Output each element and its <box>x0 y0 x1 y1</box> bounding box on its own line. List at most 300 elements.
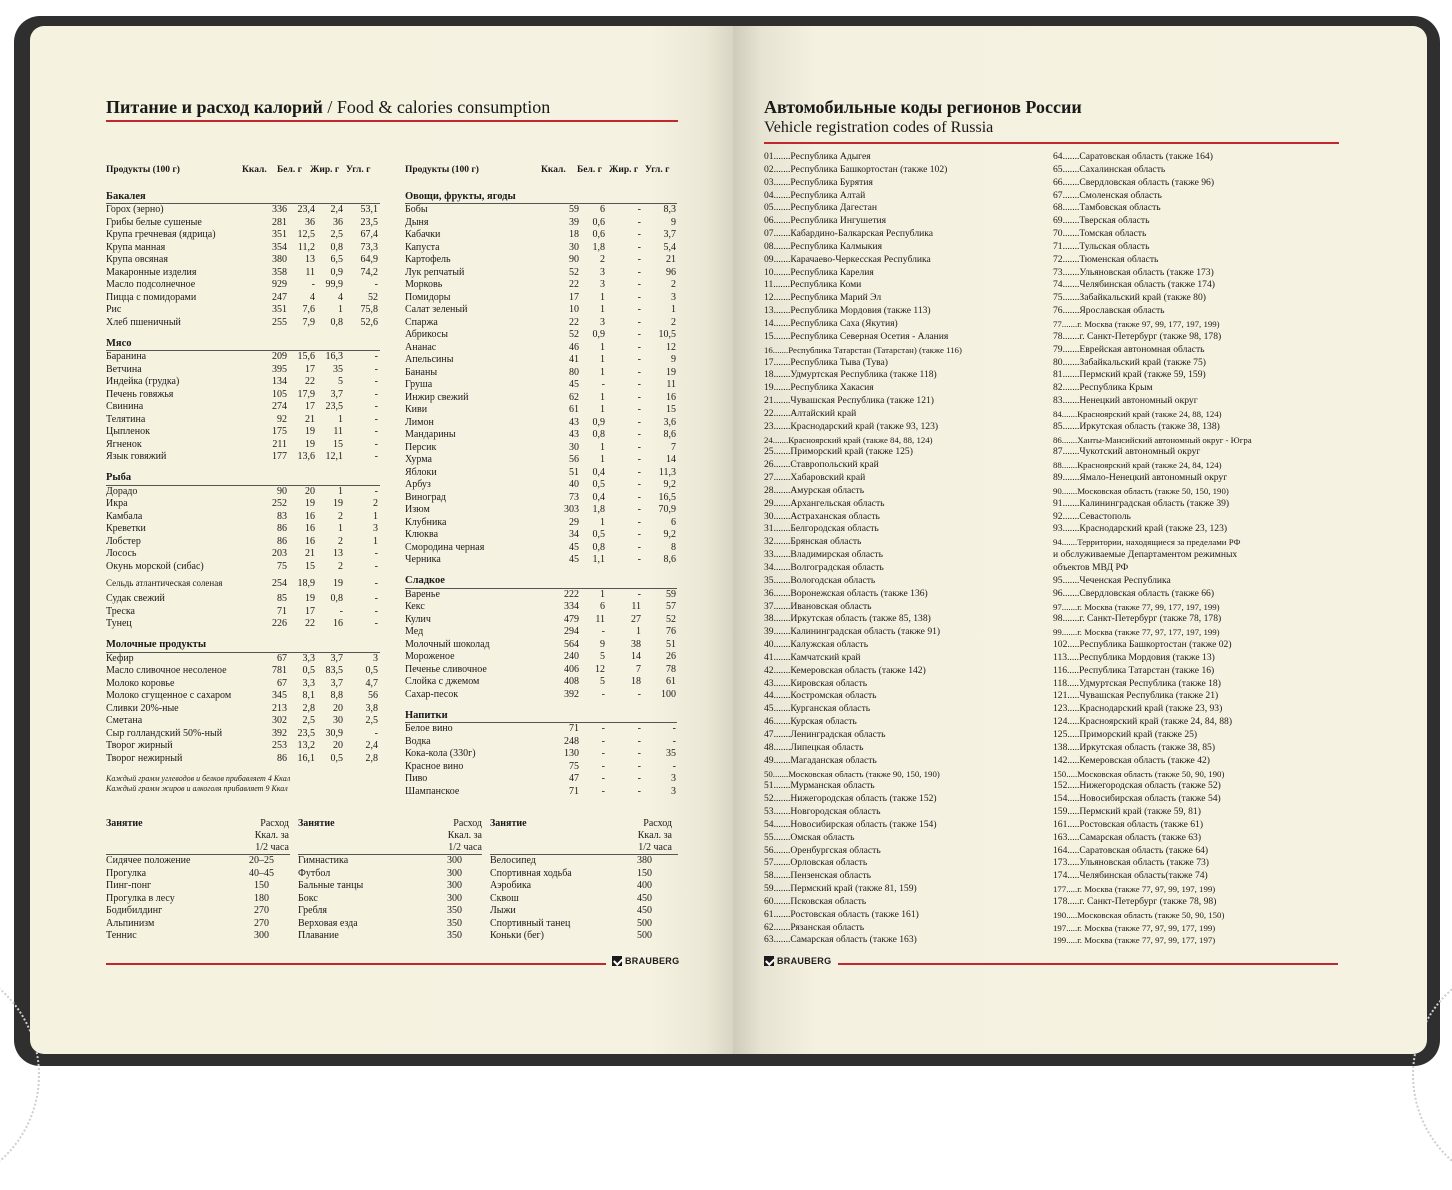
fat-header: Жир. г <box>310 165 340 175</box>
food-name: Лосось <box>106 548 137 559</box>
food-name: Бананы <box>405 366 438 378</box>
food-value: 203 <box>272 548 287 559</box>
food-name: Телятина <box>106 413 146 425</box>
activity-name: Лыжи <box>490 905 516 916</box>
food-value: - <box>637 479 641 490</box>
food-value: 12,5 <box>297 229 315 240</box>
food-value: 74,2 <box>360 266 378 278</box>
food-value: 2 <box>671 279 676 290</box>
food-row <box>106 279 380 292</box>
region-row: 66.......Свердловская область (также 96) <box>1053 176 1215 188</box>
food-row <box>106 217 380 230</box>
region-row: 121.....Чувашская Республика (также 21) <box>1053 690 1219 702</box>
food-row <box>106 728 380 741</box>
food-name: Капуста <box>405 241 440 253</box>
food-value: 19 <box>305 438 315 450</box>
food-row <box>405 304 677 317</box>
food-value: - <box>637 785 641 797</box>
food-value: 0,5 <box>592 479 605 490</box>
food-value: - <box>374 451 378 462</box>
food-value: - <box>637 529 641 540</box>
activity-header: Занятие <box>490 818 527 829</box>
food-name: Дыня <box>405 216 429 228</box>
food-row <box>405 354 677 367</box>
region-row: 19.......Республика Хакасия <box>764 382 874 394</box>
food-value: 85 <box>277 593 287 604</box>
food-value: 1 <box>600 304 605 315</box>
region-row: 73.......Ульяновская область (также 173) <box>1053 266 1214 278</box>
region-row: 67.......Смоленская область <box>1053 189 1162 201</box>
food-name: Абрикосы <box>405 329 448 340</box>
fat-header: Жир. г <box>609 165 639 175</box>
region-row: объектов МВД РФ <box>1053 562 1129 573</box>
activity-name: Прогулка в лесу <box>106 892 175 904</box>
food-value: 5,4 <box>663 241 676 253</box>
food-row <box>106 486 380 499</box>
food-name: Красное вино <box>405 760 464 772</box>
food-value: 15,6 <box>297 351 315 362</box>
food-value: 3,7 <box>330 388 343 400</box>
food-table-right <box>405 164 677 798</box>
food-name: Крупа овсяная <box>106 254 168 265</box>
food-row <box>106 204 380 217</box>
food-value: 71 <box>569 785 579 797</box>
food-value: - <box>637 316 641 328</box>
food-row <box>405 417 677 430</box>
region-row: 96.......Свердловская область (также 66) <box>1053 587 1215 599</box>
food-value: - <box>374 426 378 437</box>
food-value: 2,4 <box>365 740 378 751</box>
region-row: 199.....г. Москва (также 77, 97, 99, 177, 197) <box>1053 935 1216 946</box>
food-value: 564 <box>564 638 579 650</box>
region-row: 85.......Иркутская область (также 38, 138) <box>1053 420 1220 432</box>
right-page <box>733 26 1427 1054</box>
food-row <box>106 561 380 574</box>
food-value: 213 <box>272 702 287 714</box>
food-value: 6,5 <box>330 254 343 265</box>
food-value: 52,6 <box>360 316 378 328</box>
activity-name: Гребля <box>298 905 328 916</box>
food-value: 52 <box>569 266 579 278</box>
region-row: 45.......Курганская область <box>764 703 871 715</box>
rate-header: Ккал. за <box>447 830 482 841</box>
food-value: 15 <box>305 560 315 572</box>
activity-value: 300 <box>447 867 462 879</box>
region-codes-col2 <box>1053 151 1252 947</box>
food-value: 253 <box>272 740 287 751</box>
region-row: 25.......Приморский край (также 125) <box>764 446 913 458</box>
food-row <box>405 429 677 442</box>
food-value: 76 <box>666 626 676 637</box>
food-row <box>405 601 677 614</box>
food-row <box>405 404 677 417</box>
food-name: Язык говяжий <box>106 451 167 462</box>
region-row: 14.......Республика Саха (Якутия) <box>764 317 898 329</box>
food-name: Спаржа <box>405 316 438 328</box>
food-value: 19 <box>305 593 315 604</box>
food-value: 0,6 <box>592 229 605 240</box>
region-row: 63.......Самарская область (также 163) <box>764 934 917 946</box>
food-value: 3 <box>600 279 605 290</box>
food-value: 1 <box>600 516 605 528</box>
region-row: 65.......Сахалинская область <box>1053 163 1166 175</box>
region-row: 43.......Кировская область <box>764 677 868 689</box>
food-value: 16 <box>305 523 315 534</box>
food-value: 52 <box>569 329 579 340</box>
food-value: - <box>637 504 641 515</box>
food-value: 0,8 <box>330 241 343 253</box>
food-value: - <box>374 376 378 387</box>
region-row: 36.......Воронежская область (также 136) <box>764 587 928 599</box>
region-codes-col1 <box>764 151 962 947</box>
food-row <box>405 329 677 342</box>
rate-header: 1/2 часа <box>638 842 672 853</box>
food-value: 0,8 <box>330 593 343 604</box>
activity-value: 300 <box>447 892 462 904</box>
activity-name: Бальные танцы <box>298 880 364 891</box>
food-value: - <box>601 626 605 637</box>
food-value: 274 <box>272 401 287 412</box>
food-category: Рыба <box>106 472 380 486</box>
activity-value: 270 <box>254 917 269 929</box>
food-value: 0,4 <box>592 466 605 478</box>
food-row <box>106 690 380 703</box>
food-value: 1 <box>636 626 641 637</box>
food-value: - <box>374 605 378 617</box>
activity-value: 270 <box>254 905 269 916</box>
region-row: 21.......Чувашская Республика (также 121) <box>764 395 934 407</box>
food-value: - <box>637 391 641 403</box>
food-value: 0,9 <box>330 266 343 278</box>
food-row <box>405 676 677 689</box>
food-value: 16,5 <box>658 491 676 503</box>
food-row <box>106 351 380 364</box>
left-page <box>30 26 733 1054</box>
food-value: - <box>311 279 315 290</box>
food-value: 1 <box>338 523 343 534</box>
food-row <box>405 664 677 677</box>
food-value: 0,9 <box>592 329 605 340</box>
food-name: Молоко коровье <box>106 677 175 689</box>
food-name: Персик <box>405 441 437 453</box>
food-name: Яблоки <box>405 466 437 478</box>
food-value: 226 <box>272 618 287 629</box>
region-row: 35.......Вологодская область <box>764 574 876 586</box>
region-row: 46.......Курская область <box>764 716 857 728</box>
region-row: 34.......Волгоградская область <box>764 562 884 573</box>
food-value: 1 <box>338 485 343 497</box>
food-value: 8,3 <box>663 204 676 215</box>
region-row: 92.......Севастополь <box>1053 510 1131 522</box>
food-value: - <box>637 216 641 228</box>
food-name: Свинина <box>106 401 144 412</box>
food-name: Камбала <box>106 510 143 522</box>
food-value: 1,8 <box>592 504 605 515</box>
brand-check-icon <box>764 956 774 966</box>
title-en: / Food & calories consumption <box>322 97 551 117</box>
food-value: 7,6 <box>302 304 315 315</box>
food-row <box>106 511 380 524</box>
food-value: 16 <box>305 535 315 547</box>
food-value: 51 <box>666 638 676 650</box>
region-row: 90.......Московская область (также 50, 150, 190) <box>1053 485 1229 496</box>
region-row: 197.....г. Москва (также 77, 97, 99, 177, 199) <box>1053 922 1216 933</box>
food-value: 351 <box>272 304 287 315</box>
food-name: Киви <box>405 404 428 415</box>
region-row: 138.....Иркутская область (также 38, 85) <box>1053 741 1216 753</box>
region-row: 152.....Нижегородская область (также 52) <box>1053 780 1221 792</box>
activity-value: 180 <box>254 892 269 904</box>
note-line-1: Каждый грамм углеводов и белков прибавляет 4 Ккал <box>106 774 291 783</box>
food-row <box>405 589 677 602</box>
food-value: 1 <box>600 341 605 353</box>
region-row: 16.......Республика Татарстан (Татарстан) (также 116) <box>764 344 962 355</box>
region-row: 118.....Удмуртская Республика (также 18) <box>1053 677 1221 689</box>
activity-header: Занятие <box>106 818 143 829</box>
food-value: 13,6 <box>297 451 315 462</box>
title-rule <box>106 120 678 122</box>
food-value: 2,8 <box>365 752 378 764</box>
food-category: Молочные продукты <box>106 639 380 653</box>
food-row <box>106 229 380 242</box>
activity-value: 500 <box>637 917 652 929</box>
food-value: 43 <box>569 429 579 440</box>
activity-value: 300 <box>447 855 462 866</box>
food-row <box>405 786 677 799</box>
food-value: 39 <box>569 216 579 228</box>
activity-value: 40–45 <box>249 867 274 879</box>
food-value: 3 <box>671 291 676 303</box>
food-value: 11 <box>631 601 641 612</box>
food-value: 345 <box>272 690 287 701</box>
food-value: - <box>374 485 378 497</box>
region-row: 97.......г. Москва (также 77, 99, 177, 197, 199) <box>1053 601 1220 612</box>
region-row: 47.......Ленинградская область <box>764 728 886 740</box>
region-row: 23.......Краснодарский край (также 93, 123) <box>764 420 939 432</box>
region-row: 77.......г. Москва (также 97, 99, 177, 197, 199) <box>1053 318 1220 329</box>
food-value: 3 <box>600 266 605 278</box>
activity-name: Бокс <box>298 892 318 904</box>
food-value: 14 <box>631 651 641 662</box>
food-value: 9,2 <box>663 529 676 540</box>
food-value: 1 <box>600 291 605 303</box>
food-value: 0,5 <box>365 665 378 676</box>
food-value: 2 <box>600 254 605 265</box>
food-name: Апельсины <box>405 354 454 365</box>
region-row: 76.......Ярославская область <box>1053 305 1165 317</box>
food-name: Хурма <box>405 454 432 465</box>
region-row: 26.......Ставропольский край <box>764 459 879 471</box>
food-value: 62 <box>569 391 579 403</box>
food-value: 22 <box>569 316 579 328</box>
food-row <box>106 653 380 666</box>
food-value: 75,8 <box>360 304 378 315</box>
food-value: 12 <box>595 663 605 675</box>
food-row <box>405 367 677 380</box>
region-row: 91.......Калининградская область (также 39) <box>1053 497 1230 509</box>
food-value: 4 <box>338 291 343 303</box>
food-name: Пицца с помидорами <box>106 291 197 303</box>
food-value: 36 <box>305 216 315 228</box>
food-value: 61 <box>569 404 579 415</box>
food-name: Шампанское <box>405 785 460 797</box>
food-value: 6 <box>600 601 605 612</box>
food-value: 240 <box>564 651 579 662</box>
food-row <box>405 736 677 749</box>
food-value: 47 <box>569 773 579 784</box>
food-value: 3 <box>671 785 676 797</box>
region-row: 03.......Республика Бурятия <box>764 176 873 188</box>
food-value: 22 <box>569 279 579 290</box>
food-category: Сладкое <box>405 575 677 589</box>
region-row: 190.....Московская область (также 50, 90, 150) <box>1053 909 1225 920</box>
region-row: 61.......Ростовская область (также 161) <box>764 908 919 920</box>
food-value: - <box>601 723 605 734</box>
food-value: 3 <box>600 316 605 328</box>
food-value: 1 <box>373 535 378 547</box>
food-value: - <box>637 735 641 747</box>
food-value: 27 <box>631 613 641 625</box>
food-row <box>405 342 677 355</box>
food-value: 99,9 <box>325 279 343 290</box>
activity-name: Аэробика <box>490 880 532 891</box>
food-value: 59 <box>666 588 676 600</box>
food-value: 20 <box>333 702 343 714</box>
food-name: Масло сливочное несоленое <box>106 665 227 676</box>
food-row <box>106 267 380 280</box>
activity-value: 150 <box>254 880 269 891</box>
food-value: 2,4 <box>330 204 343 215</box>
region-row: 60.......Псковская область <box>764 895 867 907</box>
food-value: - <box>601 748 605 759</box>
food-value: 67,4 <box>360 229 378 240</box>
food-value: 2,5 <box>330 229 343 240</box>
food-name: Ветчина <box>106 363 142 375</box>
food-value: 255 <box>272 316 287 328</box>
title-en-regions: Vehicle registration codes of Russia <box>764 119 994 136</box>
food-value: 45 <box>569 541 579 553</box>
food-value: 175 <box>272 426 287 437</box>
food-value: 1 <box>600 391 605 403</box>
food-name: Смородина черная <box>405 541 485 553</box>
region-row: 68.......Тамбовская область <box>1053 202 1161 214</box>
food-name: Окунь морской (сибас) <box>106 560 204 572</box>
food-row <box>106 451 380 464</box>
region-row: 125.....Приморский край (также 25) <box>1053 728 1198 740</box>
food-value: - <box>374 727 378 739</box>
region-row: 31.......Белгородская область <box>764 523 879 535</box>
region-row: 32.......Брянская область <box>764 536 862 548</box>
food-value: 7 <box>636 663 641 675</box>
food-row <box>405 492 677 505</box>
food-row <box>405 723 677 736</box>
food-value: 86 <box>277 752 287 764</box>
food-value: 2,5 <box>302 715 315 726</box>
region-row: 18.......Удмуртская Республика (также 118) <box>764 369 937 381</box>
food-value: - <box>637 229 641 240</box>
activity-name: Теннис <box>106 930 137 941</box>
activity-value: 20–25 <box>249 855 274 866</box>
food-value: 0,8 <box>592 541 605 553</box>
food-name: Кефир <box>106 652 134 664</box>
food-value: 19 <box>333 498 343 509</box>
rate-header: 1/2 часа <box>448 842 482 853</box>
food-value: 67 <box>277 677 287 689</box>
food-value: 3 <box>373 652 378 664</box>
food-name: Груша <box>405 379 433 390</box>
activity-value: 450 <box>637 892 652 904</box>
food-value: 45 <box>569 379 579 390</box>
food-value: 92 <box>277 413 287 425</box>
food-row <box>405 504 677 517</box>
food-name: Ананас <box>405 341 437 353</box>
region-row: 39.......Калининградская область (также 91) <box>764 626 941 638</box>
region-row: 29.......Архангельская область <box>764 497 885 509</box>
food-row <box>106 426 380 439</box>
food-value: 14 <box>666 454 676 465</box>
region-row: 94.......Территории, находящиеся за пределами РФ <box>1053 537 1241 548</box>
food-name: Икра <box>106 498 128 509</box>
region-row: 81.......Пермский край (также 59, 159) <box>1053 369 1206 381</box>
food-value: 21 <box>666 254 676 265</box>
food-value: - <box>637 366 641 378</box>
food-row <box>405 204 677 217</box>
food-name: Макаронные изделия <box>106 266 197 278</box>
food-row <box>106 401 380 414</box>
food-value: 3,7 <box>663 229 676 240</box>
food-row <box>106 753 380 766</box>
food-value: 30 <box>569 441 579 453</box>
food-value: 0,8 <box>330 316 343 328</box>
food-value: 406 <box>564 663 579 675</box>
food-row <box>106 665 380 678</box>
activity-value: 300 <box>447 880 462 891</box>
food-name: Мед <box>405 626 424 637</box>
food-value: 61 <box>666 676 676 687</box>
region-row: 06.......Республика Ингушетия <box>764 215 887 227</box>
food-value: 1 <box>338 304 343 315</box>
region-row: 52.......Нижегородская область (также 152) <box>764 793 937 805</box>
food-value: 17,9 <box>297 388 315 400</box>
food-value: 11 <box>333 426 343 437</box>
food-name: Сахар-песок <box>405 688 459 700</box>
food-value: 16 <box>666 391 676 403</box>
food-value: 30 <box>333 715 343 726</box>
activity-name: Плавание <box>298 930 339 941</box>
food-value: 67 <box>277 652 287 664</box>
region-row: 123.....Краснодарский край (также 23, 93) <box>1053 703 1223 715</box>
food-name: Рис <box>106 304 122 315</box>
activity-value: 380 <box>637 855 652 866</box>
prot-header: Бел. г <box>577 165 602 175</box>
region-row: 142.....Кемеровская область (также 42) <box>1053 754 1210 766</box>
food-value: 57 <box>666 601 676 612</box>
food-value: - <box>637 354 641 365</box>
food-value: 3,6 <box>663 416 676 428</box>
region-row: 174.....Челябинская область(также 74) <box>1053 870 1208 882</box>
food-value: 80 <box>569 366 579 378</box>
food-value: 22 <box>305 376 315 387</box>
food-value: 4 <box>310 291 315 303</box>
region-row: 98.......г. Санкт-Петербург (также 78, 178) <box>1053 613 1222 625</box>
region-row: 56.......Оренбургская область <box>764 844 881 856</box>
activity-name: Велосипед <box>490 855 536 866</box>
region-row: 58.......Пензенская область <box>764 870 872 882</box>
food-value: 177 <box>272 451 287 462</box>
region-row: 49.......Магаданская область <box>764 754 877 766</box>
region-row: 27.......Хабаровский край <box>764 472 866 484</box>
food-value: 90 <box>569 254 579 265</box>
